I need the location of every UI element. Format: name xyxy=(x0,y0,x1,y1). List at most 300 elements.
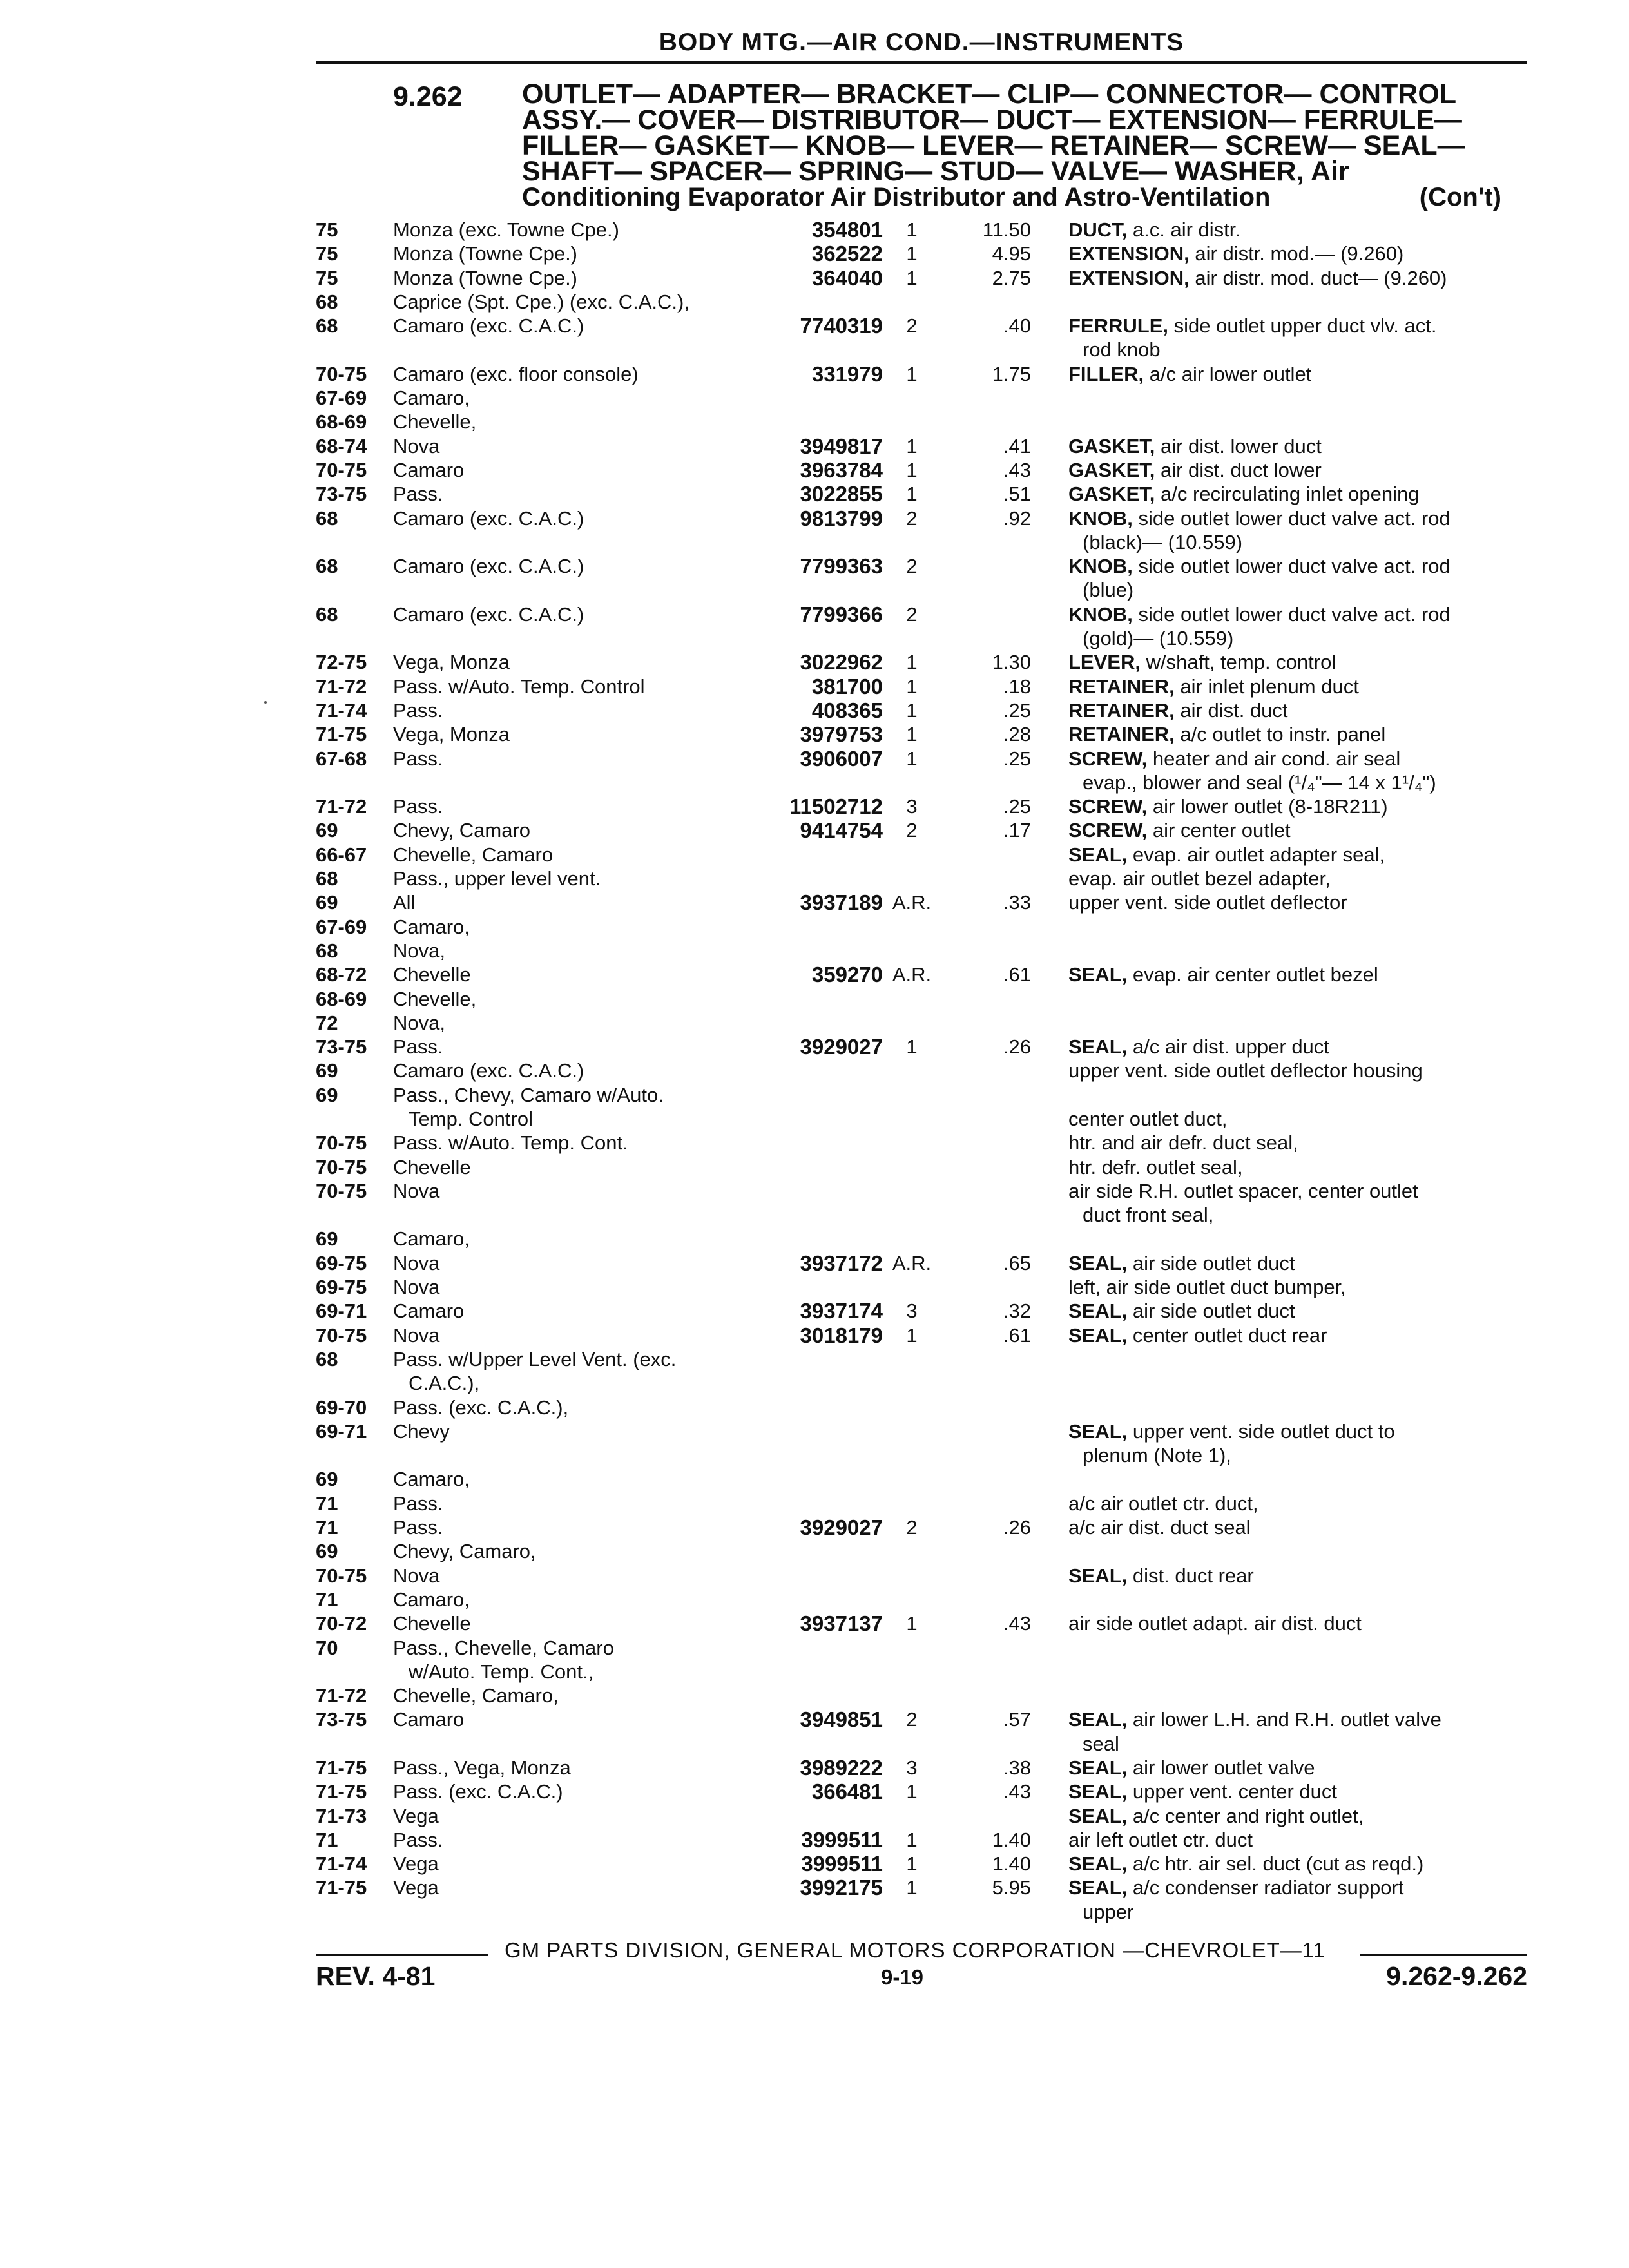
vehicle-model xyxy=(393,1323,715,1347)
part-number: 362522 xyxy=(811,242,883,266)
vehicle-model-text: Nova xyxy=(393,1564,445,1587)
vehicle-model xyxy=(393,1227,715,1251)
part-description xyxy=(1068,1155,1527,1179)
model-years: 71-73 xyxy=(316,1804,367,1827)
part-detail: a/c outlet to instr. panel xyxy=(1180,723,1386,746)
vehicle-model xyxy=(393,890,715,914)
part-description-text xyxy=(1068,459,1327,481)
vehicle-model xyxy=(393,1347,715,1371)
part-number: 3937172 xyxy=(800,1251,883,1275)
section-continued-label: (Con't) xyxy=(1419,183,1501,211)
part-description xyxy=(1068,650,1527,674)
quantity: 1 xyxy=(906,1852,918,1876)
part-description xyxy=(1068,1227,1527,1251)
part-row xyxy=(316,1107,1527,1131)
part-detail: a/c htr. air sel. duct (cut as reqd.) xyxy=(1132,1852,1424,1876)
section-title-line: Conditioning Evaporator Air Distributor and Astro-Ventilation xyxy=(522,183,1271,211)
quantity: 2 xyxy=(906,506,918,530)
footer-rule-right xyxy=(1360,1954,1527,1956)
quantity: 3 xyxy=(906,795,918,818)
part-description-text xyxy=(1068,1420,1400,1443)
vehicle-model xyxy=(393,698,715,722)
part-name: SEAL, xyxy=(1068,1780,1128,1803)
part-description xyxy=(1068,434,1527,458)
vehicle-model xyxy=(393,867,715,890)
vehicle-model xyxy=(393,1539,715,1563)
part-description xyxy=(1068,1876,1527,1899)
vehicle-model-text: Nova xyxy=(393,1324,445,1347)
vehicle-model xyxy=(393,506,715,530)
vehicle-model xyxy=(393,1636,715,1660)
page-header xyxy=(316,28,1527,64)
vehicle-model-text: Camaro (exc. C.A.C.) xyxy=(393,1059,589,1082)
vehicle-model-text: Chevelle xyxy=(393,963,476,986)
part-row xyxy=(316,1900,1527,1924)
price: .61 xyxy=(1003,1323,1031,1347)
price: .41 xyxy=(1003,434,1031,457)
quantity: 3 xyxy=(906,1300,918,1323)
part-row xyxy=(316,794,1527,818)
scan-speck xyxy=(264,701,267,704)
part-description xyxy=(1068,698,1527,722)
vehicle-model-text: Pass. xyxy=(393,795,448,818)
quantity: 1 xyxy=(906,434,918,457)
vehicle-model xyxy=(393,1492,715,1515)
vehicle-model xyxy=(393,1083,715,1107)
vehicle-model-text xyxy=(393,771,398,794)
part-detail: a/c condenser radiator support xyxy=(1132,1876,1404,1899)
part-row xyxy=(316,1876,1527,1899)
model-years: 68-72 xyxy=(316,963,367,986)
vehicle-model-text: Camaro (exc. C.A.C.) xyxy=(393,507,589,530)
part-row xyxy=(316,939,1527,963)
price: .40 xyxy=(1003,314,1031,338)
part-row xyxy=(316,434,1527,458)
part-description-text xyxy=(1068,1468,1074,1490)
model-years: 70-72 xyxy=(316,1612,367,1635)
part-description xyxy=(1068,482,1527,506)
quantity: A.R. xyxy=(892,1251,932,1274)
part-detail: w/shaft, temp. control xyxy=(1146,651,1336,674)
model-years: 69-75 xyxy=(316,1276,367,1299)
price: 11.50 xyxy=(982,218,1031,241)
vehicle-model xyxy=(393,218,715,242)
part-description xyxy=(1068,578,1527,602)
part-description xyxy=(1068,554,1527,578)
part-description-text xyxy=(1068,1588,1074,1611)
part-description-text xyxy=(1068,291,1074,313)
part-description-text xyxy=(1068,1637,1074,1659)
part-row xyxy=(316,1347,1527,1371)
vehicle-model xyxy=(393,747,715,771)
vehicle-model xyxy=(393,1611,715,1635)
part-row xyxy=(316,338,1527,361)
part-name: SEAL, xyxy=(1068,1876,1128,1899)
part-row xyxy=(316,771,1527,794)
part-description xyxy=(1068,1804,1527,1828)
part-name: SEAL, xyxy=(1068,1804,1128,1827)
part-description-text xyxy=(1068,988,1074,1010)
part-description xyxy=(1068,867,1527,890)
vehicle-model-text: Pass. xyxy=(393,1829,448,1851)
part-name: DUCT, xyxy=(1068,218,1128,241)
part-description xyxy=(1068,314,1527,338)
part-row xyxy=(316,1323,1527,1347)
part-description-text xyxy=(1068,651,1341,673)
section-number: 9.262 xyxy=(393,81,463,112)
model-years: 67-69 xyxy=(316,387,367,410)
part-description xyxy=(1068,1780,1527,1803)
price: .57 xyxy=(1003,1708,1031,1731)
part-row xyxy=(316,1707,1527,1731)
part-number: 3979753 xyxy=(800,722,883,747)
part-row xyxy=(316,1227,1527,1251)
vehicle-model-text: Pass. xyxy=(393,747,448,770)
part-row xyxy=(316,1396,1527,1419)
vehicle-model xyxy=(393,434,715,458)
part-description xyxy=(1068,963,1527,986)
header-rule xyxy=(316,61,1527,64)
part-name: SCREW, xyxy=(1068,747,1148,770)
model-years: 73-75 xyxy=(316,483,367,506)
model-years: 73-75 xyxy=(316,1035,367,1059)
price: 1.40 xyxy=(992,1828,1031,1851)
vehicle-model xyxy=(393,578,715,602)
price: 2.75 xyxy=(992,266,1031,289)
model-years: 68 xyxy=(316,506,338,530)
part-description xyxy=(1068,1323,1527,1347)
vehicle-model-text: Vega xyxy=(393,1876,444,1899)
part-description-text xyxy=(1083,579,1139,601)
price: .43 xyxy=(1003,458,1031,481)
part-description-text xyxy=(1068,507,1456,530)
model-years: 69 xyxy=(316,1227,338,1251)
part-number: 3989222 xyxy=(800,1756,883,1780)
part-detail: side outlet lower duct valve act. rod xyxy=(1138,555,1451,578)
part-row xyxy=(316,242,1527,265)
part-description xyxy=(1068,987,1527,1011)
vehicle-model-text: Chevy xyxy=(393,1420,455,1443)
model-years: 71-75 xyxy=(316,1876,367,1899)
part-description-text xyxy=(1068,555,1456,577)
part-number: 3022855 xyxy=(800,482,883,506)
model-years: 69-70 xyxy=(316,1396,367,1419)
vehicle-model xyxy=(393,1203,715,1227)
model-years: 68-69 xyxy=(316,410,367,434)
part-description xyxy=(1068,939,1527,963)
part-description xyxy=(1068,362,1527,386)
vehicle-model xyxy=(393,1131,715,1155)
vehicle-model-text: Chevelle, Camaro xyxy=(393,843,558,866)
vehicle-model-text: Camaro, xyxy=(393,387,475,409)
part-description-text xyxy=(1083,531,1248,553)
vehicle-model-text xyxy=(393,1901,398,1923)
part-row xyxy=(316,843,1527,867)
part-name: SEAL, xyxy=(1068,1300,1128,1323)
vehicle-model xyxy=(393,314,715,338)
vehicle-model xyxy=(393,1275,715,1299)
vehicle-model xyxy=(393,1660,715,1684)
vehicle-model-text: Nova, xyxy=(393,939,450,962)
part-description-text xyxy=(1068,314,1441,337)
part-description-text xyxy=(1068,1084,1074,1106)
part-description-text xyxy=(1068,699,1293,722)
part-description-text xyxy=(1068,1756,1320,1779)
part-row xyxy=(316,890,1527,914)
part-description xyxy=(1068,1299,1527,1323)
part-description-text xyxy=(1068,819,1296,841)
part-description-text xyxy=(1083,338,1166,361)
price: .33 xyxy=(1003,891,1031,914)
vehicle-model xyxy=(393,1107,715,1131)
vehicle-model-text xyxy=(393,1204,398,1226)
part-number: 3992175 xyxy=(800,1876,883,1900)
part-row xyxy=(316,675,1527,698)
model-years: 71-72 xyxy=(316,795,367,818)
part-row xyxy=(316,1443,1527,1467)
part-number: 3999511 xyxy=(801,1827,883,1852)
price: .38 xyxy=(1003,1756,1031,1779)
price: .65 xyxy=(1003,1251,1031,1274)
part-detail: air left outlet ctr. duct xyxy=(1068,1828,1253,1851)
part-name: SEAL, xyxy=(1068,1035,1128,1059)
vehicle-model xyxy=(393,771,715,794)
part-row xyxy=(316,1299,1527,1323)
vehicle-model xyxy=(393,1780,715,1803)
vehicle-model-text xyxy=(393,1733,398,1755)
part-detail: heater and air cond. air seal xyxy=(1152,747,1401,770)
vehicle-model-text: Camaro, xyxy=(393,1588,475,1611)
vehicle-model-text: Nova xyxy=(393,1276,445,1298)
part-name: RETAINER, xyxy=(1068,698,1175,722)
part-description-text xyxy=(1068,267,1452,289)
part-name: SEAL, xyxy=(1068,1564,1128,1587)
quantity: 1 xyxy=(906,1323,918,1347)
part-name: GASKET, xyxy=(1068,483,1155,506)
part-row xyxy=(316,1780,1527,1803)
part-detail: air dist. lower duct xyxy=(1160,434,1322,457)
price: .17 xyxy=(1003,819,1031,842)
part-detail: air side R.H. outlet spacer, center outlet xyxy=(1068,1179,1418,1202)
model-years: 75 xyxy=(316,266,338,289)
part-number: 9813799 xyxy=(800,506,883,530)
part-row xyxy=(316,1636,1527,1660)
vehicle-model-text: Nova, xyxy=(393,1012,450,1034)
part-row xyxy=(316,747,1527,771)
model-years: 75 xyxy=(316,242,338,265)
part-description-text xyxy=(1068,410,1074,433)
part-row xyxy=(316,410,1527,434)
vehicle-model xyxy=(393,1756,715,1780)
vehicle-model-text: Camaro, xyxy=(393,916,475,938)
part-row xyxy=(316,963,1527,986)
vehicle-model xyxy=(393,963,715,986)
vehicle-model-text: Pass. (exc. C.A.C.) xyxy=(393,1780,568,1803)
part-description xyxy=(1068,266,1527,290)
price: .61 xyxy=(1003,963,1031,986)
part-description-text xyxy=(1083,1733,1124,1755)
part-detail: center outlet duct, xyxy=(1068,1107,1228,1130)
quantity: 1 xyxy=(906,747,918,770)
vehicle-model-text: Camaro xyxy=(393,1708,469,1731)
quantity: 3 xyxy=(906,1756,918,1779)
part-description xyxy=(1068,1059,1527,1082)
vehicle-model xyxy=(393,1852,715,1876)
part-name: KNOB, xyxy=(1068,506,1133,530)
model-years: 69-71 xyxy=(316,1419,367,1443)
part-number: 3937189 xyxy=(800,890,883,915)
model-years: 69 xyxy=(316,1468,338,1491)
part-detail: air lower outlet (8-18R211) xyxy=(1152,795,1388,818)
part-description xyxy=(1068,1539,1527,1563)
vehicle-model xyxy=(393,1443,715,1467)
part-description-text xyxy=(1068,435,1327,457)
part-description-text xyxy=(1083,1444,1237,1466)
part-description-text xyxy=(1068,387,1074,409)
vehicle-model xyxy=(393,1371,715,1395)
part-name: KNOB, xyxy=(1068,602,1133,626)
part-row xyxy=(316,602,1527,626)
part-description xyxy=(1068,602,1527,626)
vehicle-model-text: Vega xyxy=(393,1805,444,1827)
part-description-text xyxy=(1068,218,1246,241)
vehicle-model xyxy=(393,458,715,482)
vehicle-model-text: w/Auto. Temp. Cont., xyxy=(409,1660,599,1683)
part-description xyxy=(1068,1756,1527,1780)
vehicle-model xyxy=(393,1467,715,1491)
footer-page-number: 9-19 xyxy=(880,1965,924,1989)
part-description-text xyxy=(1068,867,1336,890)
vehicle-model xyxy=(393,1876,715,1899)
part-row xyxy=(316,722,1527,746)
model-years: 68 xyxy=(316,867,338,890)
quantity: 2 xyxy=(906,314,918,338)
part-row xyxy=(316,1179,1527,1203)
part-description xyxy=(1068,1828,1527,1852)
part-description xyxy=(1068,338,1527,361)
part-detail: upper vent. center duct xyxy=(1132,1780,1338,1803)
part-description-text xyxy=(1068,1492,1264,1515)
vehicle-model xyxy=(393,482,715,506)
part-name: GASKET, xyxy=(1068,434,1155,457)
vehicle-model-text: All xyxy=(393,891,420,914)
model-years: 71-74 xyxy=(316,1852,367,1876)
part-description-text xyxy=(1068,723,1391,745)
model-years: 68 xyxy=(316,314,338,338)
part-row xyxy=(316,1515,1527,1539)
vehicle-model-text: Pass. xyxy=(393,1035,448,1058)
part-description xyxy=(1068,1732,1527,1756)
part-description xyxy=(1068,1611,1527,1635)
part-name: SCREW, xyxy=(1068,819,1148,842)
vehicle-model-text: Camaro xyxy=(393,1300,469,1322)
part-number: 3906007 xyxy=(800,746,883,771)
part-row xyxy=(316,867,1527,890)
vehicle-model-text: Pass., Chevelle, Camaro xyxy=(393,1637,619,1659)
quantity: 2 xyxy=(906,1708,918,1731)
price: .25 xyxy=(1003,747,1031,770)
part-row xyxy=(316,1419,1527,1443)
price: .28 xyxy=(1003,723,1031,746)
model-years: 72 xyxy=(316,1011,338,1034)
part-description-text xyxy=(1068,363,1316,385)
part-description-text xyxy=(1068,1108,1232,1130)
vehicle-model-text: Nova xyxy=(393,1252,445,1274)
price: .32 xyxy=(1003,1300,1031,1323)
part-detail: a/c air dist. upper duct xyxy=(1132,1035,1329,1059)
vehicle-model xyxy=(393,362,715,386)
vehicle-model-text: Pass. w/Auto. Temp. Control xyxy=(393,675,650,698)
vehicle-model-text: Chevelle xyxy=(393,1612,476,1635)
part-description-text xyxy=(1068,1540,1074,1562)
part-number: 3929027 xyxy=(800,1515,883,1540)
price: .51 xyxy=(1003,483,1031,506)
vehicle-model xyxy=(393,939,715,963)
section-title-line: FILLER— GASKET— KNOB— LEVER— RETAINER— SCREW— SEAL— xyxy=(522,130,1465,161)
part-description xyxy=(1068,218,1527,242)
part-detail: upper xyxy=(1083,1900,1134,1923)
part-name: GASKET, xyxy=(1068,458,1155,481)
vehicle-model xyxy=(393,1707,715,1731)
vehicle-model xyxy=(393,1299,715,1323)
part-number: 7799366 xyxy=(800,602,883,626)
model-years: 71-74 xyxy=(316,698,367,722)
model-years: 68 xyxy=(316,602,338,626)
model-years: 70-75 xyxy=(316,362,367,385)
vehicle-model-text: Pass. xyxy=(393,1516,448,1539)
part-description xyxy=(1068,1371,1527,1395)
quantity: 1 xyxy=(906,266,918,289)
part-description xyxy=(1068,843,1527,867)
part-row xyxy=(316,626,1527,650)
part-row xyxy=(316,1083,1527,1107)
quantity: 1 xyxy=(906,1612,918,1635)
part-name: RETAINER, xyxy=(1068,723,1175,746)
part-row xyxy=(316,530,1527,554)
part-detail: air side outlet duct xyxy=(1132,1251,1295,1274)
model-years: 69 xyxy=(316,1083,338,1106)
vehicle-model xyxy=(393,915,715,939)
vehicle-model xyxy=(393,1011,715,1035)
vehicle-model-text: Pass. xyxy=(393,1492,448,1515)
part-detail: a/c recirculating inlet opening xyxy=(1160,483,1420,506)
part-detail: (gold)— (10.559) xyxy=(1083,627,1234,650)
part-description-text xyxy=(1068,891,1353,914)
vehicle-model-text xyxy=(393,338,398,361)
vehicle-model-text: Chevy, Camaro, xyxy=(393,1540,541,1562)
model-years: 73-75 xyxy=(316,1708,367,1731)
part-name: SEAL, xyxy=(1068,1756,1128,1779)
part-detail: air lower outlet valve xyxy=(1132,1756,1315,1779)
quantity: 1 xyxy=(906,1035,918,1059)
part-name: FERRULE, xyxy=(1068,314,1168,338)
part-number: 331979 xyxy=(811,361,883,386)
part-name: RETAINER, xyxy=(1068,675,1175,698)
vehicle-model-text xyxy=(393,579,398,601)
part-detail: evap., blower and seal (¹/₄"— 14 x 1¹/₄") xyxy=(1083,771,1436,794)
footer-section-range: 9.262-9.262 xyxy=(1386,1961,1527,1991)
part-row xyxy=(316,1564,1527,1588)
part-description xyxy=(1068,1035,1527,1059)
vehicle-model xyxy=(393,386,715,410)
vehicle-model-text xyxy=(393,1444,398,1466)
price: .92 xyxy=(1003,506,1031,530)
part-number: 3018179 xyxy=(800,1323,883,1347)
part-description xyxy=(1068,771,1527,794)
section-title-line: ASSY.— COVER— DISTRIBUTOR— DUCT— EXTENSION— FERRULE— xyxy=(522,104,1462,135)
vehicle-model-text: Pass. (exc. C.A.C.), xyxy=(393,1396,574,1419)
quantity: 1 xyxy=(906,723,918,746)
